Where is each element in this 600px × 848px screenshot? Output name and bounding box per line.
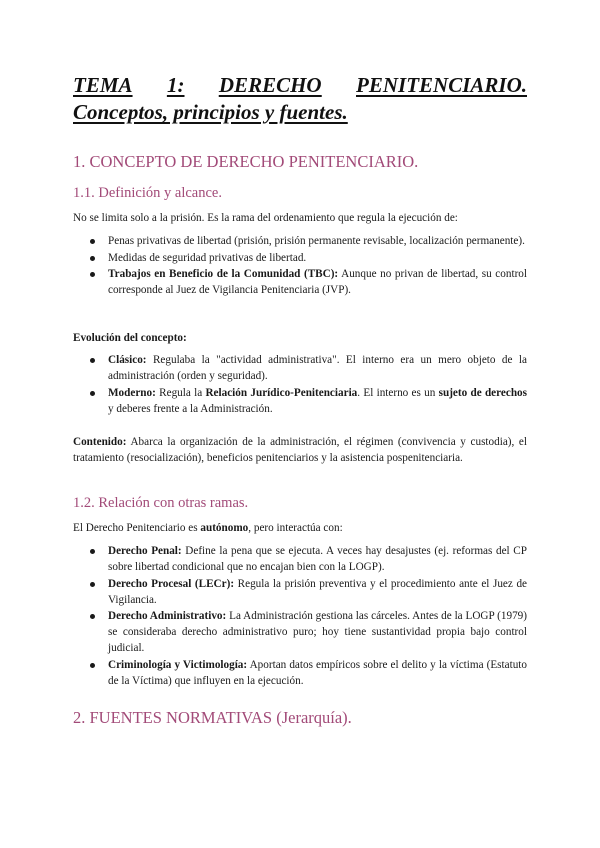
list-item-text: y deberes frente a la Administración. [108,402,273,415]
list-item [73,608,527,656]
list-item-text: Regulaba la "actividad administrativa". El interno era un mero objeto de la administración (orden y seguridad). [108,354,527,382]
bullet-icon [90,391,95,396]
subsection-1-2-heading: 1.2. Relación con otras ramas. [73,495,249,511]
section-2-heading: 2. FUENTES NORMATIVAS (Jerarquía). [73,708,352,727]
bullet-icon [90,358,95,363]
list-item [73,385,527,417]
evolution-list [73,352,527,417]
list-item-text: Regula la prisión preventiva y el procedimiento ante el Juez de Vigilancia. [108,577,527,606]
list-item-text: Aportan datos empíricos sobre el delito y la víctima (Estatuto de la Víctima) que influyen en la ejecución. [108,658,527,687]
bullet-icon [90,614,95,619]
list-item [73,266,527,298]
list-item [73,233,527,249]
definition-list [73,233,527,299]
relation-intro [73,520,527,536]
contenido-paragraph [73,434,527,466]
list-item-text: Medidas de seguridad privativas de libertad. [108,251,307,264]
list-item [73,543,527,575]
title-word: 1: [166,73,185,97]
list-item [73,657,527,689]
relations-list [73,543,527,689]
list-item-text: . El interno es un [357,386,439,399]
list-item [73,250,527,266]
title-line-1 [73,72,527,99]
list-item-text: Aunque no privan de libertad, su control corresponde al Juez de Vigilancia Penitenciaria (JVP). [108,268,527,296]
list-item-emphasis: sujeto de derechos [438,386,528,399]
list-item [73,576,527,608]
document-title [73,72,527,126]
section-1-heading: 1. CONCEPTO DE DERECHO PENITENCIARIO. [73,152,419,171]
title-word: TEMA [73,73,133,97]
list-item-text: Penas privativas de libertad (prisión, prisión permanente revisable, localización permanente). [108,235,525,247]
evolution-heading-text: Evolución del concepto: [73,332,187,344]
list-item-label: Derecho Administrativo: [108,610,227,622]
list-item-emphasis: Relación Jurídico-Penitenciaria [205,386,358,399]
bullet-icon [90,272,95,277]
contenido-text: Abarca la organización de la administración, el régimen (convivencia y custodia), el tratamiento (resocialización), beneficios penitenciarios y la asistencia pospenitenciaria. [73,436,527,464]
bullet-icon [90,663,95,668]
bullet-icon [90,582,95,587]
list-item-label: Criminología y Victimología: [108,658,248,671]
bullet-icon [90,256,95,261]
list-item-label: Trabajos en Beneficio de la Comunidad (TBC): [108,268,339,280]
list-item-text: La Administración gestiona las cárceles. Antes de la LOGP (1979) se consideraba derecho administrativo puro; hoy tiene sustantividad propia bajo control judicial. [108,610,528,654]
relation-intro-emphasis: autónomo [200,522,249,534]
relation-intro-text: , pero interactúa con: [248,522,343,534]
relation-intro-text: El Derecho Penitenciario es [73,522,201,534]
title-word: PENITENCIARIO. [356,73,527,97]
list-item-label: Moderno: [108,386,156,399]
bullet-icon [90,549,95,554]
list-item-label: Derecho Procesal (LECr): [108,577,235,590]
contenido-label: Contenido: [73,436,127,448]
list-item-text: Regula la [155,386,206,399]
definition-intro: No se limita solo a la prisión. Es la rama del ordenamiento que regula la ejecución de: [73,212,458,224]
document-page [73,72,528,727]
list-item [73,352,527,384]
subsection-1-1-heading: 1.1. Definición y alcance. [73,185,222,201]
list-item-label: Clásico: [108,354,147,366]
title-line-2: Conceptos, principios y fuentes. [73,100,348,124]
title-word: DERECHO [218,73,322,97]
evolution-heading [73,330,527,346]
list-item-label: Derecho Penal: [108,545,182,557]
bullet-icon [90,239,95,244]
list-item-text: Define la pena que se ejecuta. A veces hay desajustes (ej. reformas del CP sobre libertad condicional que no encajan bien con la LOGP). [108,545,527,573]
